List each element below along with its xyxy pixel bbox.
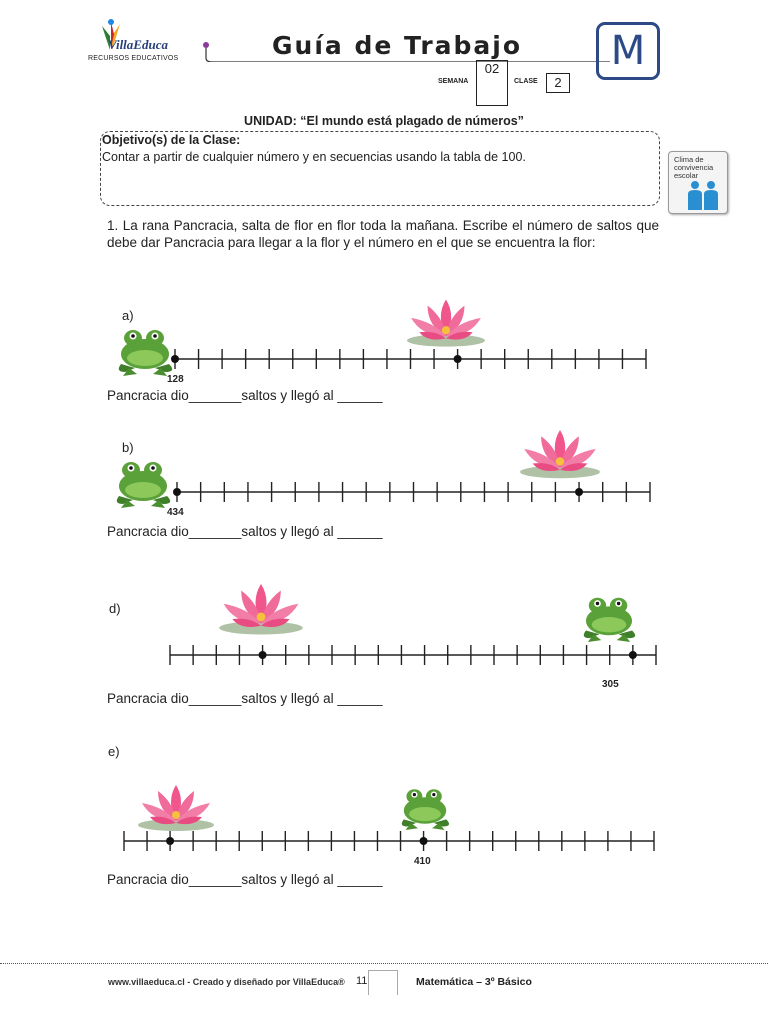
footer-divider xyxy=(0,963,768,964)
unit-title: UNIDAD: “El mundo está plagado de números” xyxy=(244,114,524,128)
start-number-label: 128 xyxy=(167,374,184,385)
subject-badge-letter: M xyxy=(610,28,646,74)
number-line-marker xyxy=(171,355,179,363)
subject-badge xyxy=(596,22,660,80)
start-number-label: 305 xyxy=(602,679,619,690)
start-number-label: 434 xyxy=(167,507,184,518)
frog-icon xyxy=(576,592,642,642)
number-line-marker xyxy=(173,488,181,496)
start-number-label: 410 xyxy=(414,856,431,867)
number-line-marker xyxy=(166,837,174,845)
number-line-marker xyxy=(454,355,462,363)
page-title: Guía de Trabajo xyxy=(272,31,523,60)
clase-label: CLASE xyxy=(514,78,538,85)
clase-value: 2 xyxy=(554,75,562,90)
frog-icon xyxy=(390,784,460,830)
number-line-marker xyxy=(420,837,428,845)
objective-text: Contar a partir de cualquier número y en secuencias usando la tabla de 100. xyxy=(102,150,526,164)
answer-line-d: Pancracia dio_______saltos y llegó al ______ xyxy=(107,691,383,706)
lotus-flower-icon xyxy=(405,293,487,349)
answer-line-b: Pancracia dio_______saltos y llegó al ______ xyxy=(107,524,383,539)
semana-box xyxy=(476,60,508,106)
answer-line-a: Pancracia dio_______saltos y llegó al ______ xyxy=(107,388,383,403)
exercise-b-letter: b) xyxy=(122,440,134,455)
logo xyxy=(88,18,198,64)
number-line-marker xyxy=(575,488,583,496)
two-people-icon xyxy=(683,180,723,210)
exercise-d-letter: d) xyxy=(109,601,121,616)
number-line-marker xyxy=(259,651,267,659)
exercise-e-letter: e) xyxy=(108,744,120,759)
number-line-e xyxy=(0,826,768,856)
page-number: 11 xyxy=(356,975,368,987)
semana-label: SEMANA xyxy=(438,78,469,85)
clima-badge xyxy=(668,151,728,214)
logo-name: VillaEduca xyxy=(108,37,168,52)
clima-badge-line-3: escolar xyxy=(674,171,699,180)
number-line-a xyxy=(0,344,768,374)
number-line-d xyxy=(0,640,768,670)
exercise-a-letter: a) xyxy=(122,308,134,323)
clase-box xyxy=(546,73,570,93)
lotus-flower-icon xyxy=(130,781,222,831)
semana-value: 02 xyxy=(484,61,500,76)
answer-line-e: Pancracia dio_______saltos y llegó al ______ xyxy=(107,872,383,887)
number-line-b xyxy=(0,477,768,507)
number-line-marker xyxy=(629,651,637,659)
question-text: 1. La rana Pancracia, salta de flor en flor toda la mañana. Escribe el número de saltos que debe dar Pancracia para llegar a la flor y el número en el que se encuentra la flor: xyxy=(107,218,659,250)
lotus-flower-icon xyxy=(518,424,602,480)
clima-badge-line-1: Clima de xyxy=(674,155,704,164)
page-number-box xyxy=(368,970,398,995)
footer-subject: Matemática – 3º Básico xyxy=(416,976,532,988)
lotus-flower-icon xyxy=(217,578,305,636)
objective-title: Objetivo(s) de la Clase: xyxy=(102,133,241,147)
footer-credits: www.villaeduca.cl - Creado y diseñado por VillaEduca® xyxy=(108,977,345,987)
clima-badge-line-2: convivencia xyxy=(674,163,714,172)
logo-subtitle: RECURSOS EDUCATIVOS xyxy=(88,55,179,62)
